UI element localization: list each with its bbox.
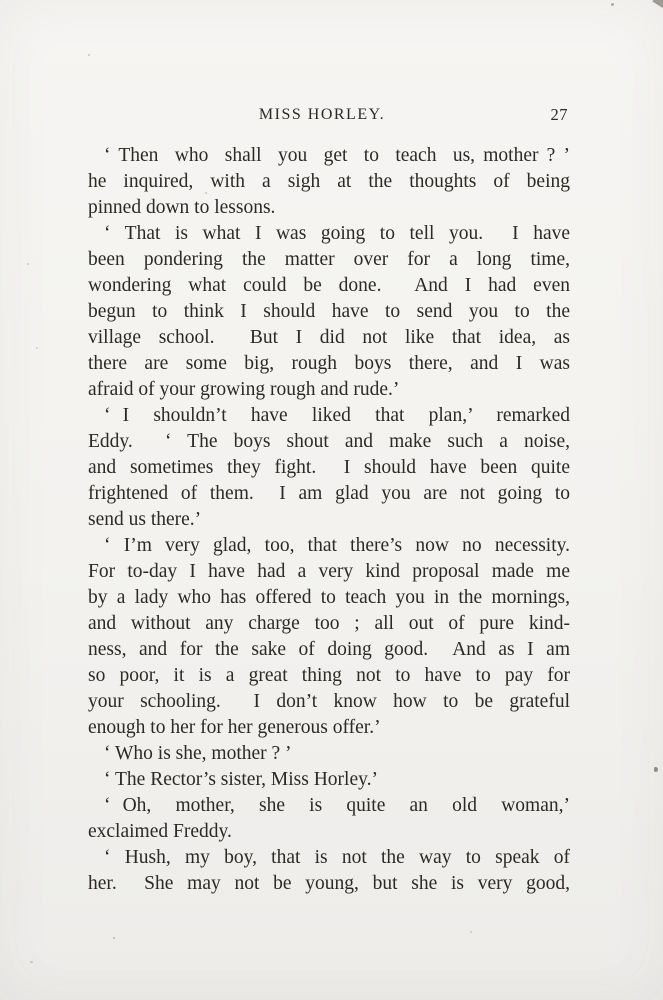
text-line: ‘ Oh, mother, she is quite an old woman,’ (104, 795, 570, 816)
text-line: ‘ Hush, my boy, that is not the way to speak of (104, 847, 570, 868)
text-line: exclaimed Freddy. (88, 821, 232, 842)
header-title: MISS HORLEY. (258, 106, 386, 123)
paper-speck (27, 263, 29, 265)
text-line: ‘ Who is she, mother ? ’ (104, 743, 292, 764)
text-line: wondering what could be done. And I had even (88, 275, 570, 296)
paper-speck (30, 961, 33, 963)
text-line: send us there.’ (88, 509, 202, 530)
text-line: ‘ The Rector’s sister, Miss Horley.’ (104, 769, 378, 790)
text-line: there are some big, rough boys there, and I was (88, 353, 570, 374)
paper-speck (88, 54, 90, 56)
page-number: 27 (550, 105, 568, 124)
text-line: ‘ I shouldn’t have liked that plan,’ remarked (104, 405, 570, 426)
text-line: and without any charge too ; all out of pure kind- (88, 613, 570, 634)
text-line: afraid of your growing rough and rude.’ (88, 379, 400, 400)
text-line: frightened of them. I am glad you are not going to (88, 483, 570, 504)
text-line: her. She may not be young, but she is very good, (88, 873, 570, 894)
text-line: village school. But I did not like that idea, as (88, 327, 570, 348)
text-line: ‘ That is what I was going to tell you. I have (104, 223, 570, 244)
text-block (88, 143, 570, 897)
text-line: begun to think I should have to send you to the (88, 301, 570, 322)
paper-speck (36, 347, 38, 349)
text-line: enough to her for her generous offer.’ (88, 717, 381, 738)
paper-speck (205, 192, 207, 194)
text-line: ‘ Then who shall you get to teach us, mother ? ’ (104, 145, 570, 166)
running-header (88, 104, 570, 126)
text-line: and sometimes they fight. I should have been quite (88, 457, 570, 478)
text-line: ‘ I’m very glad, too, that there’s now no necessity. (104, 535, 570, 556)
text-line: been pondering the matter over for a long time, (88, 249, 570, 270)
text-line: For to-day I have had a very kind proposal made me (88, 561, 570, 582)
text-line: he inquired, with a sigh at the thoughts of being (88, 171, 570, 192)
paper-speck (654, 767, 658, 772)
paper-speck (500, 260, 502, 262)
paper-speck (470, 931, 472, 933)
text-line: your schooling. I don’t know how to be grateful (88, 691, 570, 712)
text-line: ness, and for the sake of doing good. And as I am (88, 639, 570, 660)
text-line: by a lady who has offered to teach you in the mornings, (88, 587, 570, 608)
text-line: so poor, it is a great thing not to have to pay for (88, 665, 570, 686)
text-line: Eddy. ‘ The boys shout and make such a noise, (88, 431, 570, 452)
text-line: pinned down to lessons. (88, 197, 276, 218)
scan-corner-mark (652, 0, 663, 9)
paper-speck (113, 937, 115, 939)
paper-speck (611, 3, 614, 6)
